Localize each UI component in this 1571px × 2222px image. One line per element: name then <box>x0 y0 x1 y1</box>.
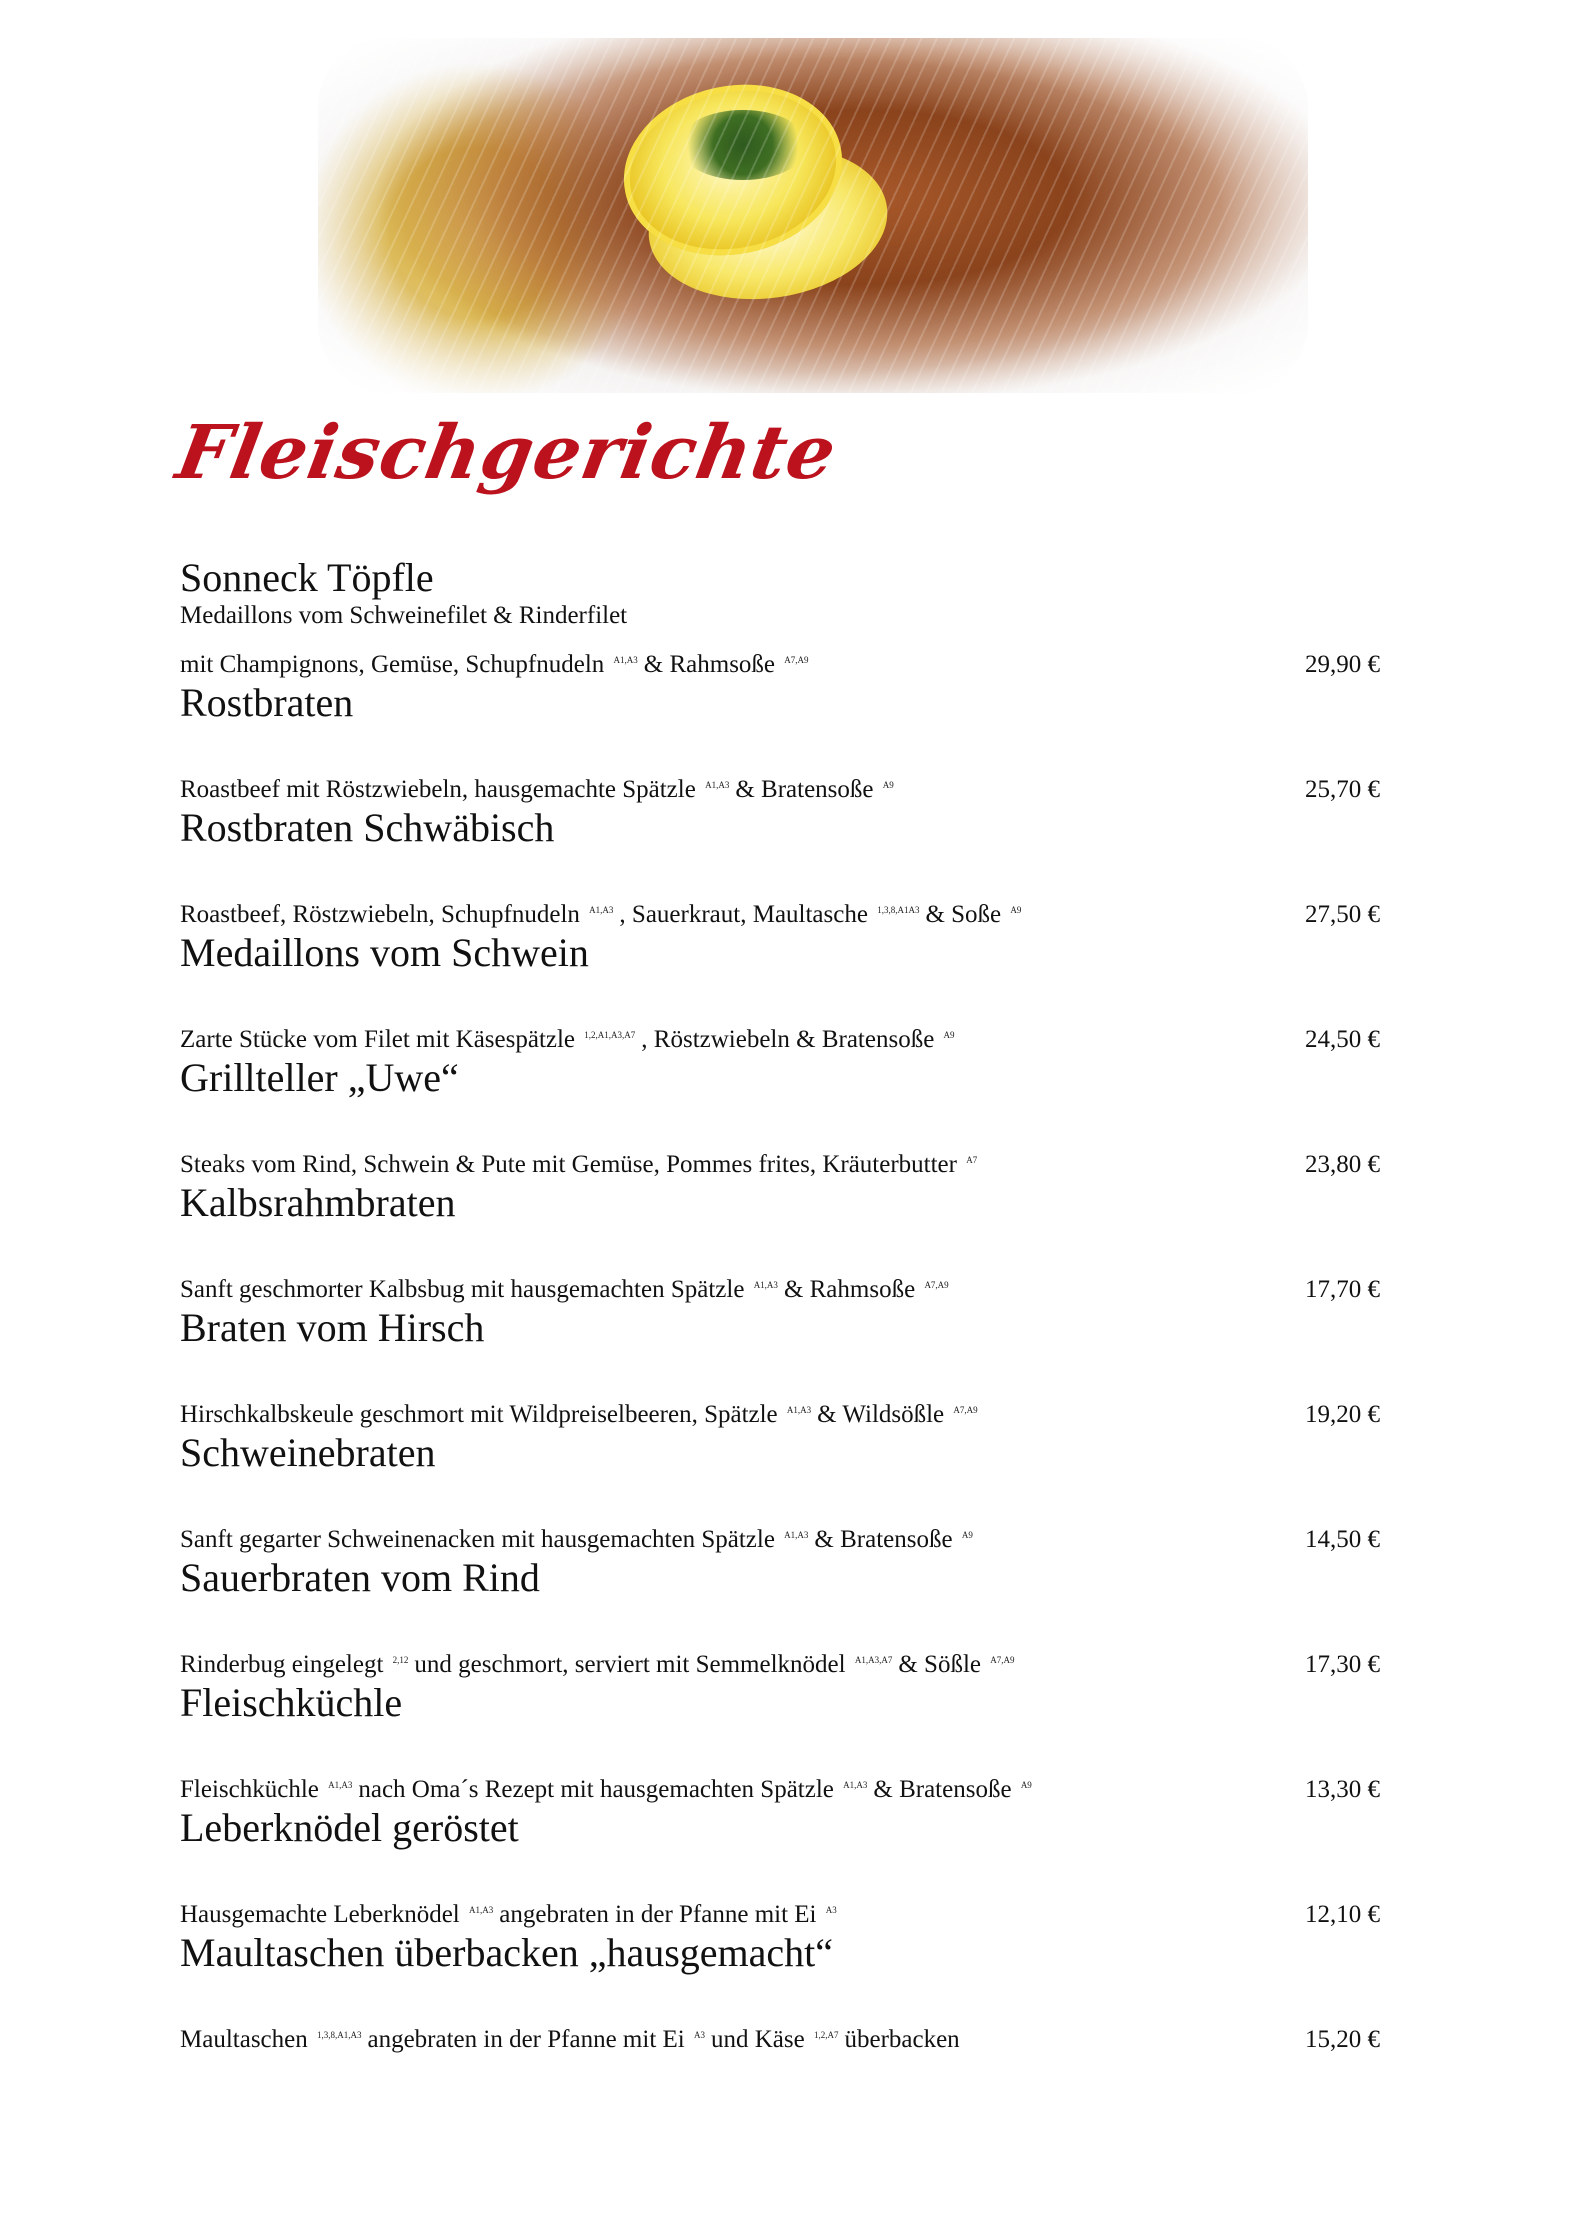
description-text: Sanft geschmorter Kalbsbug mit hausgemachten Spätzle <box>180 1276 745 1303</box>
menu-item-name: Rostbraten <box>180 680 354 725</box>
menu-item-name: Maultaschen überbacken „hausgemacht“ <box>180 1930 834 1975</box>
menu-item-description <box>180 895 1027 930</box>
allergen-code: A7,A9 <box>924 1280 949 1290</box>
description-text: & Bratensoße <box>735 776 874 803</box>
description-text: & Rahmsoße <box>783 1276 916 1303</box>
menu-item <box>180 1055 1380 1180</box>
description-text: nach Oma´s Rezept mit hausgemachten Spätzle <box>358 1776 834 1803</box>
description-text: & Bratensoße <box>873 1776 1012 1803</box>
description-text: Hausgemachte Leberknödel <box>180 1901 460 1928</box>
dish-photo <box>318 38 1308 393</box>
description-text: Zarte Stücke vom Filet mit Käsespätzle <box>180 1026 576 1053</box>
menu-item-name: Grillteller „Uwe“ <box>180 1055 459 1100</box>
menu-item-price: 29,90 € <box>1305 651 1380 678</box>
allergen-code: A9 <box>882 780 894 790</box>
allergen-code: A1,A3 <box>705 780 730 790</box>
description-text: Rinderbug eingelegt <box>180 1651 384 1678</box>
menu-item-price: 12,10 € <box>1305 1901 1380 1928</box>
menu-item-price: 25,70 € <box>1305 776 1380 803</box>
allergen-code: A3 <box>825 1905 837 1915</box>
menu-item-price: 24,50 € <box>1305 1026 1380 1053</box>
description-text: & Soße <box>925 901 1002 928</box>
allergen-code: 1,2,A7 <box>813 2030 839 2040</box>
allergen-code: 1,3,8,A1A3 <box>877 905 920 915</box>
allergen-code: A7,A9 <box>953 1405 978 1415</box>
allergen-code: A9 <box>943 1030 955 1040</box>
description-text: angebraten in der Pfanne mit Ei <box>367 2026 685 2053</box>
menu-item-name: Rostbraten Schwäbisch <box>180 805 555 850</box>
description-text: & Wildsößle <box>817 1401 945 1428</box>
menu-item-name: Schweinebraten <box>180 1430 436 1475</box>
menu-item-description: Medaillons vom Schweinefilet & Rinderfilet <box>180 602 628 629</box>
menu-item <box>180 1805 1380 1930</box>
herb-garnish-image <box>678 110 808 180</box>
allergen-code: A1,A3 <box>784 1530 809 1540</box>
allergen-code: A9 <box>1010 905 1022 915</box>
menu-item-description <box>180 770 900 805</box>
description-text: Maultaschen <box>180 2026 308 2053</box>
menu-item-description <box>180 1020 961 1055</box>
allergen-code: A1,A3,A7 <box>854 1655 893 1665</box>
menu-item-description <box>180 645 815 680</box>
description-text: & Rahmsoße <box>643 651 776 678</box>
menu-item-description <box>180 1270 955 1305</box>
menu-item <box>180 1430 1380 1555</box>
menu-item-name: Fleischküchle <box>180 1680 403 1725</box>
allergen-code: 1,2,A1,A3,A7 <box>584 1030 636 1040</box>
description-text: Roastbeef, Röstzwiebeln, Schupfnudeln <box>180 901 580 928</box>
allergen-code: A1,A3 <box>589 905 614 915</box>
allergen-code: A9 <box>1020 1780 1032 1790</box>
menu-item-name: Kalbsrahmbraten <box>180 1180 456 1225</box>
allergen-code: 2,12 <box>392 1655 409 1665</box>
description-text: Fleischküchle <box>180 1776 319 1803</box>
allergen-code: A7,A9 <box>784 655 809 665</box>
allergen-code: A1,A3 <box>469 1905 494 1915</box>
menu-item <box>180 1930 1380 2055</box>
menu-item <box>180 555 1380 680</box>
allergen-code: 1,3,8,A1,A3 <box>316 2030 362 2040</box>
menu-item-name: Leberknödel geröstet <box>180 1805 519 1850</box>
allergen-code: A3 <box>693 2030 705 2040</box>
menu-item <box>180 805 1380 930</box>
menu-item-price: 13,30 € <box>1305 1776 1380 1803</box>
menu-item <box>180 680 1380 805</box>
description-text: , Sauerkraut, Maultasche <box>619 901 868 928</box>
menu-item <box>180 1180 1380 1305</box>
menu-item-name: Medaillons vom Schwein <box>180 930 589 975</box>
menu-item-name: Sonneck Töpfle <box>180 555 434 600</box>
menu-item <box>180 1305 1380 1430</box>
menu-list <box>180 555 1380 2055</box>
description-text: Hirschkalbskeule geschmort mit Wildpreiselbeeren, Spätzle <box>180 1401 778 1428</box>
menu-item-price: 14,50 € <box>1305 1526 1380 1553</box>
lemon-slice-image <box>639 132 898 314</box>
description-text: und Käse <box>710 2026 805 2053</box>
description-text: angebraten in der Pfanne mit Ei <box>499 1901 817 1928</box>
description-text: & Bratensoße <box>814 1526 953 1553</box>
allergen-code: A1,A3 <box>328 1780 353 1790</box>
lemon-slice-image <box>608 65 858 275</box>
menu-item-name: Braten vom Hirsch <box>180 1305 485 1350</box>
description-text: Roastbeef mit Röstzwiebeln, hausgemachte Spätzle <box>180 776 696 803</box>
allergen-code: A7 <box>966 1155 978 1165</box>
menu-item-name: Sauerbraten vom Rind <box>180 1555 540 1600</box>
allergen-code: A9 <box>961 1530 973 1540</box>
menu-item-price: 15,20 € <box>1305 2026 1380 2053</box>
menu-item-price: 23,80 € <box>1305 1151 1380 1178</box>
menu-item-description <box>180 1895 843 1930</box>
section-title: Fleischgerichte <box>170 410 843 496</box>
description-text: Sanft gegarter Schweinenacken mit hausgemachten Spätzle <box>180 1526 775 1553</box>
description-text: Steaks vom Rind, Schwein & Pute mit Gemüse, Pommes frites, Kräuterbutter <box>180 1151 957 1178</box>
allergen-code: A1,A3 <box>753 1280 778 1290</box>
menu-item <box>180 1680 1380 1805</box>
description-text: , Röstzwiebeln & Bratensoße <box>641 1026 935 1053</box>
description-text: überbacken <box>844 2026 960 2053</box>
menu-item-description <box>180 1520 979 1555</box>
description-text: mit Champignons, Gemüse, Schupfnudeln <box>180 651 605 678</box>
menu-item-price: 17,30 € <box>1305 1651 1380 1678</box>
description-text: & Sößle <box>898 1651 981 1678</box>
menu-item-description <box>180 1770 1038 1805</box>
menu-item-price: 19,20 € <box>1305 1401 1380 1428</box>
menu-item-description <box>180 1395 984 1430</box>
menu-item-price: 27,50 € <box>1305 901 1380 928</box>
menu-item-description <box>180 1645 1021 1680</box>
allergen-code: A1,A3 <box>613 655 638 665</box>
menu-item-description <box>180 1145 983 1180</box>
menu-item-description <box>180 2020 960 2055</box>
menu-item <box>180 930 1380 1055</box>
menu-item <box>180 1555 1380 1680</box>
description-text: und geschmort, serviert mit Semmelknödel <box>414 1651 846 1678</box>
allergen-code: A1,A3 <box>786 1405 812 1415</box>
menu-item-price: 17,70 € <box>1305 1276 1380 1303</box>
allergen-code: A7,A9 <box>990 1655 1015 1665</box>
allergen-code: A1,A3 <box>843 1780 868 1790</box>
